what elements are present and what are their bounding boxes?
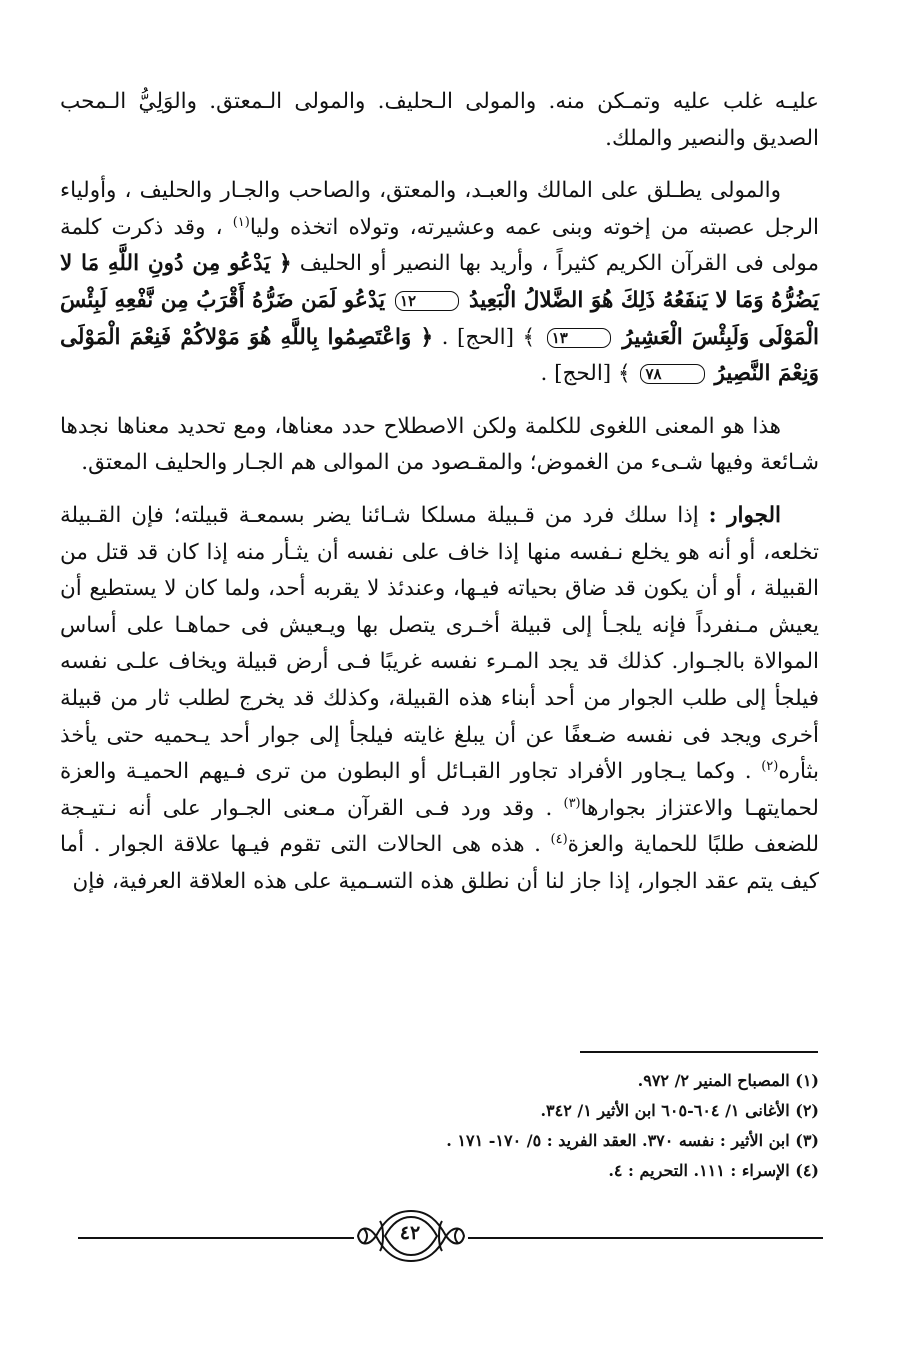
paragraph-2-text-b: ، وقد ذكرت كلمة مولى فى القرآن الكريم كثيراً ، وأريد بها النصير أو الحليف — [60, 214, 820, 277]
ayah-number-13: ١٣ — [547, 328, 611, 348]
paragraph-4-text-d: . هذه هى الحالات التى تقوم فيـها علاقة الجوار . أما كيف يتم عقد الجوار، إذا جاز لنا أن نطلق هذه التسـمية على هذه العلاقة العرفية، فإن — [60, 832, 819, 894]
footnote-ref-1[interactable]: (١) — [232, 214, 250, 230]
paragraph-4-text-c: . وقد ورد فـى القرآن مـعنى الجـوار على أنه نـتيـجة للضعف طلبًا للحماية والعزة — [60, 795, 820, 858]
main-text — [60, 84, 819, 916]
paragraph-3: هذا هو المعنى اللغوى للكلمة ولكن الاصطلاح حدد معناها، ومع تحديد معناها نجدها شـائعة وفيها شـىء من الغموض؛ والمقـصود من الموالى هم الجـار والحليف المعتق. — [60, 413, 819, 476]
footnote-4: (٤) الإسراء : ١١١. التحريم : ٤. — [608, 1161, 819, 1180]
paragraph-2 — [60, 173, 819, 393]
footnotes — [120, 1066, 819, 1186]
footer-rule-right — [468, 1237, 823, 1239]
footer-rule-left — [78, 1237, 354, 1239]
footnote-3: (٣) ابن الأثير : نفسه ٣٧٠. العقد الفريد : ٥/ ١٧٠- ١٧١ . — [446, 1131, 819, 1150]
ayah-number-78: ٧٨ — [640, 364, 704, 384]
footnote-separator — [580, 1051, 818, 1053]
paragraph-4-text-b: . وكما يـجاور الأفراد تجاور القبـائل أو البطون من ترى فـيهم الحميـة والعزة لحمايتهـا والاعتزاز بجوارها — [60, 759, 819, 821]
surah-ref-2: ﴾ [الحج] . — [540, 361, 631, 387]
paragraph-1: عليـه غلب عليه وتمـكن منه. والمولى الـحليف. والمولى الـمعتق. والوَلِيُّ الـمحب الصديق والنصير والملك. — [60, 89, 819, 151]
surah-ref-1: ﴾ [الحج] . — [441, 324, 536, 350]
footnote-1: (١) المصباح المنير ٢/ ٩٧٢. — [637, 1071, 819, 1090]
paragraph-2-text-a: والمولى يطـلق على المالك والعبـد، والمعتق، والصاحب والجـار والحليف ، وأولياء الرجل عصبته من إخوته وبنى عمه وعشيرته، وتولاه اتخذه وليا — [60, 178, 819, 240]
quran-verse-2: يَدْعُو لَمَن ضَرُّهُ أَقْرَبُ مِن نَّفْعِهِ لَبِئْسَ الْمَوْلَى وَلَبِئْسَ الْعَشِيرُ — [60, 287, 819, 350]
term-jiwar: الجوار : — [708, 502, 782, 528]
footnote-2: (٢) الأغانى ١/ ٦٠٤-٦٠٥ ابن الأثير ١/ ٣٤٢. — [540, 1101, 819, 1120]
footnote-ref-4[interactable]: (٤) — [550, 832, 568, 848]
footnote-ref-2[interactable]: (٢) — [761, 758, 779, 774]
quran-verse-3: ﴿ وَاعْتَصِمُوا بِاللَّهِ هُوَ مَوْلاكُمْ فَنِعْمَ الْمَوْلَى وَنِعْمَ النَّصِيرُ — [60, 324, 819, 387]
page-number: ٤٢ — [399, 1222, 421, 1244]
paragraph-4 — [60, 498, 819, 901]
paragraph-4-text-a: إذا سلك فرد من قـبيلة مسلكا شـائنا يضر بسمعـة قبيلته؛ فإن القـبيلة تخلعه، أو أنه هو يخلع نـفسه منها إذا خاف على نفسه أن يثـأر منه إذا كان قد قتل من القبيلة ، أو أن يكون قد ضاق بحياته فيـها، وعندئذ لا يقربه أحد، ولما كان لا يستطيع أن يعيش مـنفرداً فإنه يلجـأ إلى قبيلة أخـرى يتصل بها ويـعيش فى حماهـا على أساس الموالاة بالجـوار. كذلك قد يجد المـرء نفسه غريبًا فـى أرض قبيلة ويخاف علـى نفسه فيلجأ إلى طلب الجوار من أحد أبناء هذه القبيلة، وكذلك قد يخرج لطلب ثار من قبيلة أخرى ويجد فى نفسه ضـعفًا عن أن يبلغ غايته فيلجأ إلى جوار أحد يـحميه حتى يأخذ بثأره — [60, 502, 819, 785]
ayah-number-12: ١٢ — [395, 291, 459, 311]
quran-verse-1: ﴿ يَدْعُو مِن دُونِ اللَّهِ مَا لا يَضُرُّهُ وَمَا لا يَنفَعُهُ ذَلِكَ هُوَ الضَّلالُ الْبَعِيدُ — [60, 251, 819, 313]
footnote-ref-3[interactable]: (٣) — [563, 795, 581, 811]
